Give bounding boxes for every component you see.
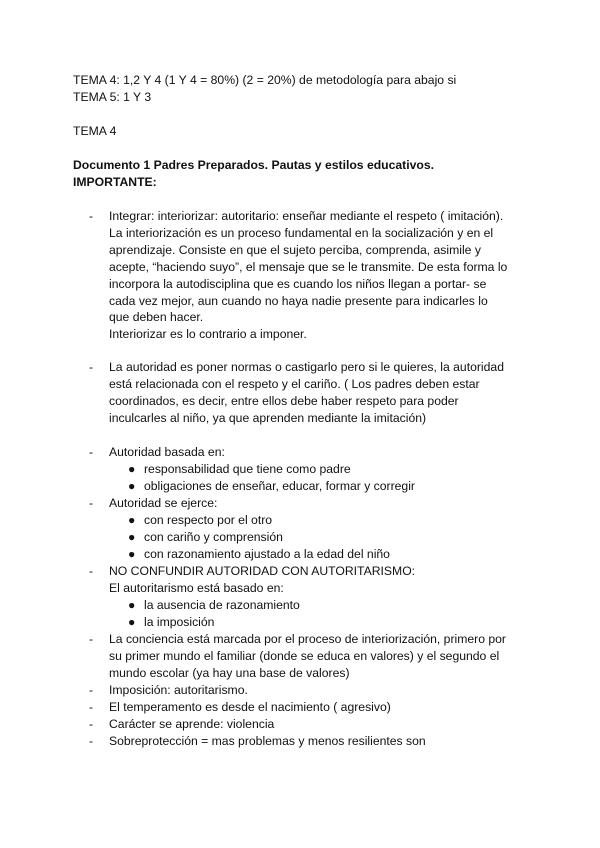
- dash-marker: -: [89, 564, 94, 578]
- dash-marker: -: [89, 700, 94, 714]
- dash-marker: -: [89, 445, 94, 459]
- list-item-text: Autoridad basada en:: [109, 445, 225, 459]
- list-item: [89, 699, 509, 716]
- document-title: Documento 1 Padres Preparados. Pautas y estilos educativos.: [73, 158, 435, 172]
- sub-list-item: [128, 546, 509, 563]
- sub-list-item: [128, 478, 509, 495]
- sub-list-item-text: obligaciones de enseñar, educar, formar y corregir: [144, 478, 415, 493]
- dash-marker: -: [89, 734, 94, 748]
- list-item-text: NO CONFUNDIR AUTORIDAD CON AUTORITARISMO:: [109, 564, 416, 578]
- bullet-dot: ●: [128, 529, 136, 544]
- bullet-dot: ●: [128, 478, 136, 493]
- list-item-text: Autoridad se ejerce:: [109, 496, 218, 510]
- dash-marker: -: [89, 717, 94, 731]
- list-item: [89, 208, 509, 343]
- sub-list-item-text: la ausencia de razonamiento: [144, 597, 300, 612]
- sub-list-item: [128, 597, 509, 614]
- header-line-2: TEMA 5: 1 Y 3: [73, 90, 152, 104]
- dash-marker: -: [89, 360, 94, 374]
- list-item: [89, 682, 509, 699]
- list-item-text: La interiorización es un proceso fundamental en la socialización y en el aprendizaje. Consiste en que el sujeto perciba, comprenda, asimile y acepte, “haciendo suyo”, el mensaje que se le transmite. De esta forma lo incorpora la autodisciplina que es cuando los niños llegan a portar- se cada vez mejor, aun cuando no haya nadie presente para indicarles lo que deben hacer.: [109, 225, 508, 325]
- list-item-text: Carácter se aprende: violencia: [109, 717, 275, 731]
- sub-list-item-text: con respecto por el otro: [144, 512, 273, 527]
- header-line-3: TEMA 4: [73, 124, 117, 138]
- sub-list-item-text: con razonamiento ajustado a la edad del niño: [144, 546, 390, 561]
- list-item: [89, 631, 509, 682]
- sub-list-item-text: responsabilidad que tiene como padre: [144, 461, 351, 476]
- header-line-1: TEMA 4: 1,2 Y 4 (1 Y 4 = 80%) (2 = 20%) de metodología para abajo si: [73, 73, 457, 87]
- sub-list-item-text: con cariño y comprensión: [144, 529, 283, 544]
- list-item: [89, 716, 509, 733]
- list-item-text: El autoritarismo está basado en:: [109, 580, 284, 595]
- bullet-dot: ●: [128, 461, 136, 476]
- list-item-text: Interiorizar es lo contrario a imponer.: [109, 327, 307, 342]
- bullet-dot: ●: [128, 597, 136, 612]
- important-label: IMPORTANTE:: [73, 175, 157, 189]
- dash-marker: -: [89, 209, 94, 223]
- sub-list-item: [128, 512, 509, 529]
- list-item: [89, 444, 509, 495]
- sub-list-item: [128, 614, 509, 631]
- dash-marker: -: [89, 683, 94, 697]
- list-item-text: Imposición: autoritarismo.: [109, 683, 248, 697]
- bullet-dot: ●: [128, 512, 136, 527]
- bullet-dot: ●: [128, 614, 136, 629]
- sub-list-item-text: la imposición: [144, 614, 215, 629]
- list-item-text: Sobreprotección = mas problemas y menos resilientes son: [109, 734, 426, 748]
- list-item: [89, 495, 509, 563]
- list-item-text: Integrar: interiorizar: autoritario: enseñar mediante el respeto ( imitación).: [109, 209, 504, 223]
- sub-list-item: [128, 461, 509, 478]
- list-item: [89, 733, 509, 750]
- bullet-dot: ●: [128, 546, 136, 561]
- list-item-text: La autoridad es poner normas o castigarlo pero si le quieres, la autoridad está relacionada con el respeto y el cariño. ( Los padres deben estar coordinados, es decir, entre ellos debe haber respeto para poder inculcarles al niño, ya que aprenden mediante la imitación): [109, 360, 504, 425]
- dash-marker: -: [89, 496, 94, 510]
- sub-list-item: [128, 529, 509, 546]
- list-item: [89, 563, 509, 631]
- list-item-text: La conciencia está marcada por el proceso de interiorización, primero por su primer mundo el familiar (donde se educa en valores) y el segundo el mundo escolar (ya hay una base de valores): [109, 632, 506, 680]
- dash-marker: -: [89, 632, 94, 646]
- list-item: [89, 359, 509, 427]
- list-item-text: El temperamento es desde el nacimiento ( agresivo): [109, 700, 391, 714]
